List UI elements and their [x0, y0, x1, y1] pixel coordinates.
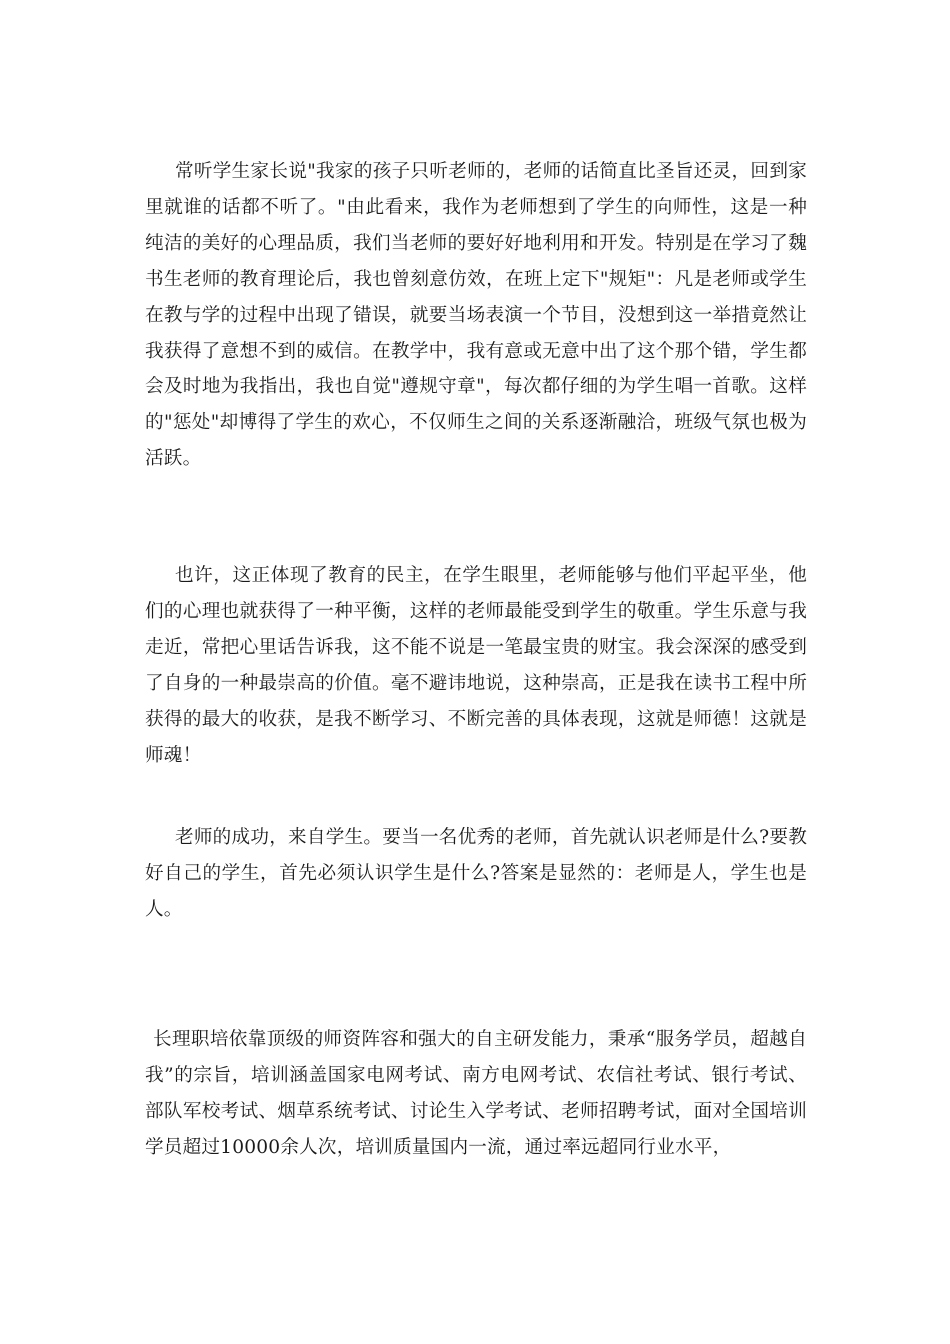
body-paragraph-4: 长理职培依靠顶级的师资阵容和强大的自主研发能力，秉承“服务学员，超越自我”的宗旨，培训涵盖国家电网考试、南方电网考试、农信社考试、银行考试、部队军校考试、烟草系统考试、讨论生入学考试、老师招聘考试，面对全国培训学员超过10000余人次，培训质量国内一流，通过率远超同行业水平，	[145, 1029, 807, 1158]
body-paragraph-3: 老师的成功，来自学生。要当一名优秀的老师，首先就认识老师是什么?要教好自己的学生，首先必须认识学生是什么?答案是显然的：老师是人，学生也是人。	[145, 827, 807, 920]
body-paragraph-2: 也许，这正体现了教育的民主，在学生眼里，老师能够与他们平起平坐，他们的心理也就获得了一种平衡，这样的老师最能受到学生的敬重。学生乐意与我走近，常把心里话告诉我，这不能不说是一笔最宝贵的财宝。我会深深的感受到了自身的一种最崇高的价值。毫不避讳地说，这种崇高，正是我在读书工程中所获得的最大的收获，是我不断学习、不断完善的具体表现，这就是师德！这就是师魂！	[145, 565, 807, 766]
body-paragraph-1: 常听学生家长说"我家的孩子只听老师的，老师的话简直比圣旨还灵，回到家里就谁的话都不听了。"由此看来，我作为老师想到了学生的向师性，这是一种纯洁的美好的心理品质，我们当老师的要好好地利用和开发。特别是在学习了魏书生老师的教育理论后，我也曾刻意仿效，在班上定下"规矩"：凡是老师或学生在教与学的过程中出现了错误，就要当场表演一个节目，没想到这一举措竟然让我获得了意想不到的威信。在教学中，我有意或无意中出了这个那个错，学生都会及时地为我指出，我也自觉"遵规守章"，每次都仔细的为学生唱一首歌。这样的"惩处"却博得了学生的欢心，不仅师生之间的关系逐渐融洽，班级气氛也极为活跃。	[145, 161, 807, 470]
